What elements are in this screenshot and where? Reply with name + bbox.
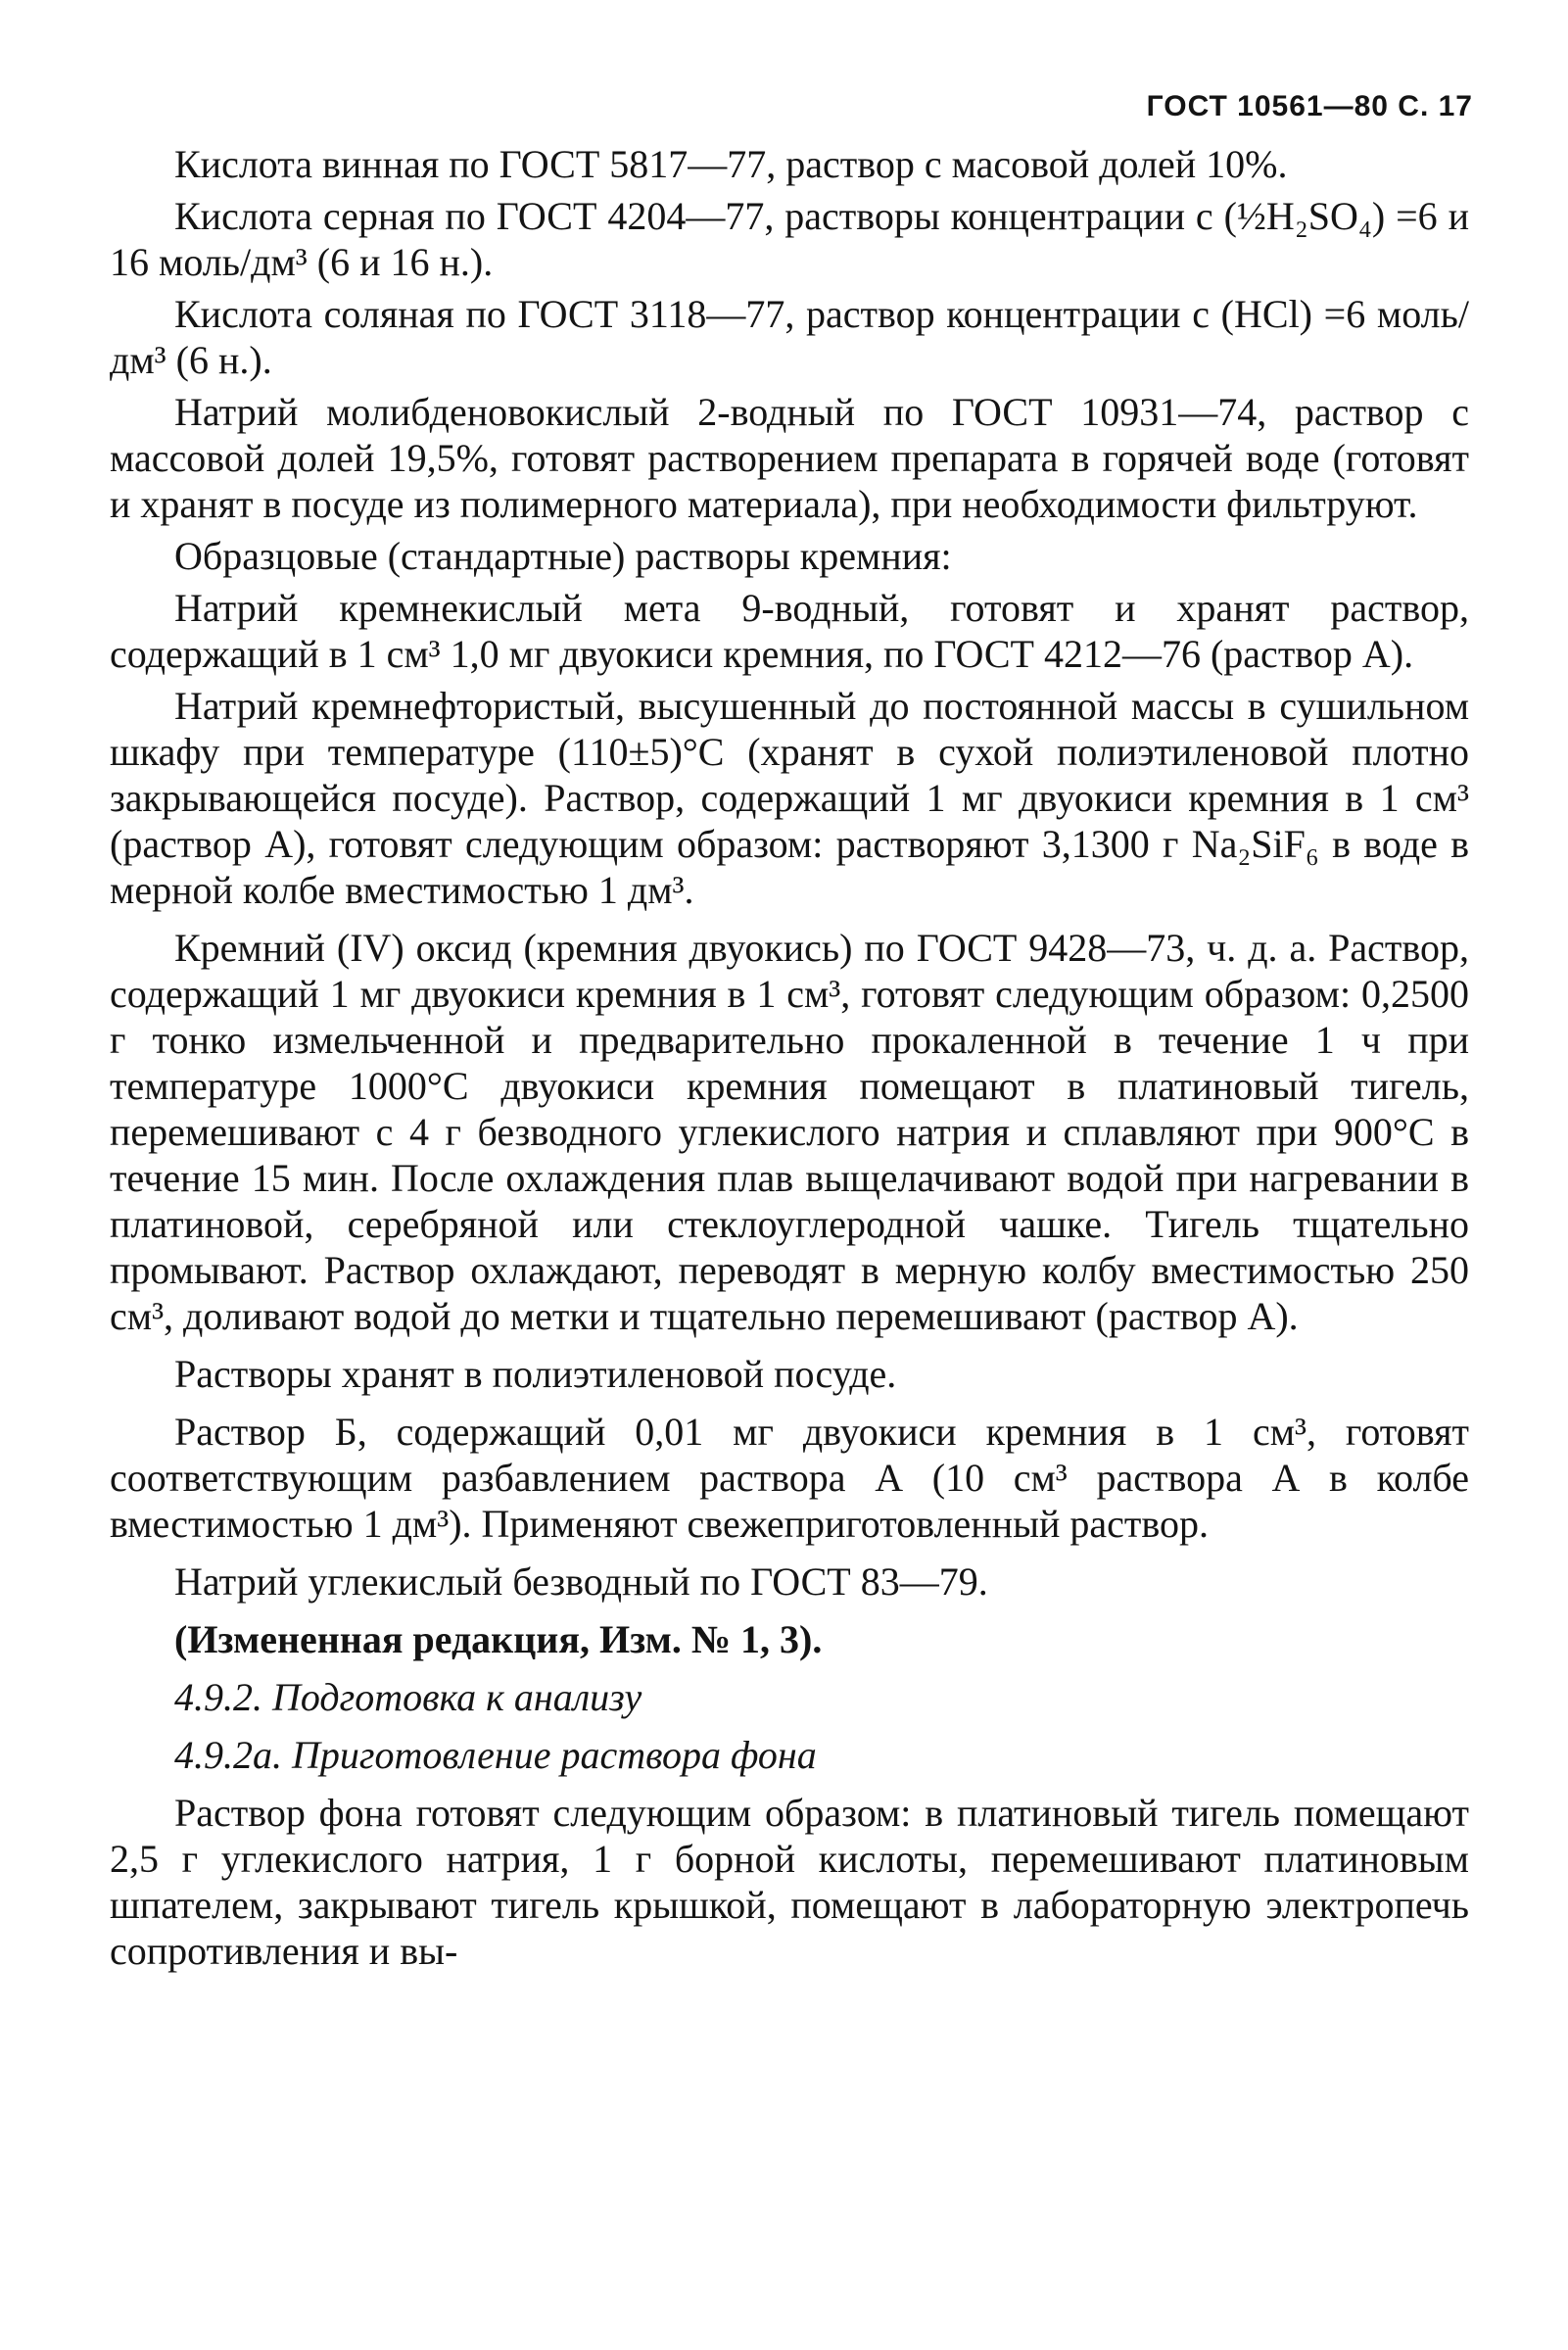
- paragraph-amendment: (Измененная редакция, Изм. № 1, 3).: [174, 1617, 823, 1661]
- paragraph-sodium-carbonate: Натрий углекислый безводный по ГОСТ 83—79.: [174, 1559, 988, 1604]
- paragraph-standard-solutions: Образцовые (стандартные) растворы кремния:: [174, 534, 952, 578]
- section-heading-background-solution: 4.9.2а. Приготовление раствора фона: [174, 1733, 817, 1777]
- paragraph-sodium-fluorosilicate: Натрий кремнефтористый, высушенный до постоянной массы в сушильном шкафу при температуре (110±5)°С (хранят в сухой полиэтиленовой плотно закрывающейся посуде). Раствор, содержащий 1 мг двуокиси кремния в 1 см³ (раствор А), готовят следующим образом: растворяют 3,1300 г Na₂SiF₆ в воде в мерной колбе вместимостью 1 дм³.: [110, 684, 1469, 912]
- document-page: [110, 90, 1473, 1980]
- paragraph-tartaric-acid: Кислота винная по ГОСТ 5817—77, раствор с масовой долей 10%.: [174, 142, 1288, 186]
- paragraph-sodium-molybdate: Натрий молибденовокислый 2-водный по ГОСТ 10931—74, раствор с массовой долей 19,5%, готовят растворением препарата в горячей воде (готовят и хранят в посуде из полимерного материала), при необходимости фильтруют.: [110, 390, 1469, 526]
- paragraph-silicon-oxide: Кремний (IV) оксид (кремния двуокись) по ГОСТ 9428—73, ч. д. а. Раствор, содержащий 1 мг двуокиси кремния в 1 см³, готовят следующим образом: 0,2500 г тонко измельченной и предварительно прокаленной в течение 1 ч при температуре 1000°С двуокиси кремния помещают в платиновый тигель, перемешивают с 4 г безводного углекислого натрия и сплавляют при 900°С в течение 15 мин. После охлаждения плав выщелачивают водой при нагревании в платиновой, серебряной или стеклоуглеродной чашке. Тигель тщательно промывают. Раствор охлаждают, переводят в мерную колбу вместимостью 250 см³, доливают водой до метки и тщательно перемешивают (раствор А).: [110, 926, 1469, 1338]
- paragraph-storage: Растворы хранят в полиэтиленовой посуде.: [174, 1352, 897, 1396]
- paragraph-solution-b: Раствор Б, содержащий 0,01 мг двуокиси кремния в 1 см³, готовят соответствующим разбавлением раствора А (10 см³ раствора А в колбе вместимостью 1 дм³). Применяют свежеприготовленный раствор.: [110, 1410, 1469, 1546]
- page-header: ГОСТ 10561—80 С. 17: [1146, 90, 1473, 122]
- paragraph-sulfuric-acid: Кислота серная по ГОСТ 4204—77, растворы концентрации с (½H₂SO₄) =6 и 16 моль/дм³ (6 и 16 н.).: [110, 194, 1469, 284]
- paragraph-hydrochloric-acid: Кислота соляная по ГОСТ 3118—77, раствор концентрации с (HCl) =6 моль/дм³ (6 н.).: [110, 292, 1469, 382]
- paragraph-background-solution: Раствор фона готовят следующим образом: в платиновый тигель помещают 2,5 г углекислого натрия, 1 г борной кислоты, перемешивают платиновым шпателем, закрывают тигель крышкой, помещают в лабораторную электропечь сопротивления и вы-: [110, 1791, 1469, 1973]
- section-heading-preparation: 4.9.2. Подготовка к анализу: [174, 1675, 642, 1719]
- paragraph-sodium-metasilicate: Натрий кремнекислый мета 9-водный, готовят и хранят раствор, содержащий в 1 см³ 1,0 мг двуокиси кремния, по ГОСТ 4212—76 (раствор А).: [110, 586, 1469, 676]
